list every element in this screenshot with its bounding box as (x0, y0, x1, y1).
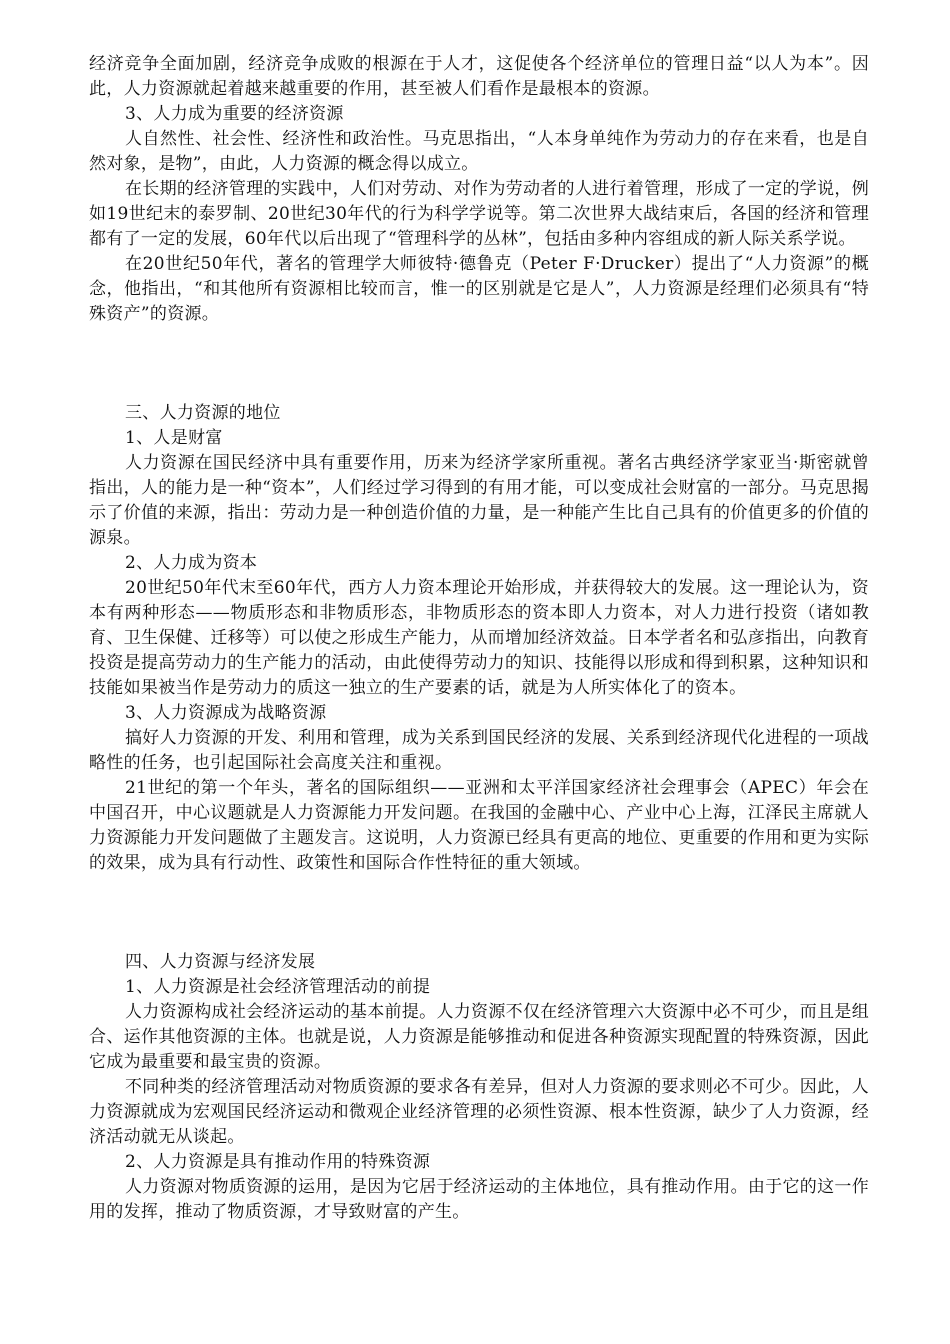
paragraph: 人力资源在国民经济中具有重要作用，历来为经济学家所重视。著名古典经济学家亚当·斯密就曾指出，人的能力是一种“资本”，人们经过学习得到的有用才能，可以变成社会财富的一部分。马克思揭示了价值的来源，指出：劳动力是一种创造价值的力量，是一种能产生比自己具有的价值更多的价值的源泉。 (89, 453, 869, 548)
subheading: 2、人力资源是具有推动作用的特殊资源 (125, 1152, 431, 1172)
subheading: 3、人力成为重要的经济资源 (125, 104, 344, 124)
section-2-tail (89, 52, 869, 327)
paragraph: 搞好人力资源的开发、利用和管理，成为关系到国民经济的发展、关系到经济现代化进程的一项战略性的任务，也引起国际社会高度关注和重视。 (89, 728, 869, 773)
section-spacer (89, 876, 869, 950)
paragraph: 不同种类的经济管理活动对物质资源的要求各有差异，但对人力资源的要求则必不可少。因此，人力资源就成为宏观国民经济运动和微观企业经济管理的必须性资源、根本性资源，缺少了人力资源，经济活动就无从谈起。 (89, 1077, 869, 1147)
subheading: 2、人力成为资本 (125, 553, 258, 573)
subheading: 1、人是财富 (125, 428, 223, 448)
paragraph: 经济竞争全面加剧，经济竞争成败的根源在于人才，这促使各个经济单位的管理日益“以人为本”。因此，人力资源就起着越来越重要的作用，甚至被人们看作是最根本的资源。 (89, 54, 869, 99)
paragraph: 在长期的经济管理的实践中，人们对劳动、对作为劳动者的人进行着管理，形成了一定的学说，例如19世纪末的泰罗制、20世纪30年代的行为科学学说等。第二次世界大战结束后，各国的经济和管理都有了一定的发展，60年代以后出现了“管理科学的丛林”，包括由多种内容组成的新人际关系学说。 (89, 179, 869, 249)
paragraph: 人力资源构成社会经济运动的基本前提。人力资源不仅在经济管理六大资源中必不可少，而且是组合、运作其他资源的主体。也就是说，人力资源是能够推动和促进各种资源实现配置的特殊资源，因此它成为最重要和最宝贵的资源。 (89, 1002, 869, 1072)
document-body (89, 52, 869, 1225)
paragraph: 20世纪50年代末至60年代，西方人力资本理论开始形成，并获得较大的发展。这一理论认为，资本有两种形态——物质形态和非物质形态，非物质形态的资本即人力资本，对人力进行投资（诸如教育、卫生保健、迁移等）可以使之形成生产能力，从而增加经济效益。日本学者名和弘彦指出，向教育投资是提高劳动力的生产能力的活动，由此使得劳动力的知识、技能得以形成和得到积累，这种知识和技能如果被当作是劳动力的质这一独立的生产要素的话，就是为人所实体化了的资本。 (89, 578, 869, 698)
subheading: 3、人力资源成为战略资源 (125, 703, 327, 723)
section-spacer (89, 327, 869, 401)
section-title: 三、人力资源的地位 (125, 403, 281, 423)
paragraph: 人力资源对物质资源的运用，是因为它居于经济运动的主体地位，具有推动作用。由于它的这一作用的发挥，推动了物质资源，才导致财富的产生。 (89, 1177, 869, 1222)
section-4 (89, 950, 869, 1225)
section-3 (89, 401, 869, 876)
paragraph: 在20世纪50年代，著名的管理学大师彼特·德鲁克（Peter F·Drucker）提出了“人力资源”的概念，他指出，“和其他所有资源相比较而言，惟一的区别就是它是人”，人力资源是经理们必须具有“特殊资产”的资源。 (89, 254, 869, 324)
paragraph: 21世纪的第一个年头，著名的国际组织——亚洲和太平洋国家经济社会理事会（APEC）年会在中国召开，中心议题就是人力资源能力开发问题。在我国的金融中心、产业中心上海，江泽民主席就人力资源能力开发问题做了主题发言。这说明，人力资源已经具有更高的地位、更重要的作用和更为实际的效果，成为具有行动性、政策性和国际合作性特征的重大领域。 (89, 778, 869, 873)
paragraph: 人自然性、社会性、经济性和政治性。马克思指出，“人本身单纯作为劳动力的存在来看，也是自然对象，是物”，由此，人力资源的概念得以成立。 (89, 129, 869, 174)
subheading: 1、人力资源是社会经济管理活动的前提 (125, 977, 431, 997)
section-title: 四、人力资源与经济发展 (125, 952, 316, 972)
